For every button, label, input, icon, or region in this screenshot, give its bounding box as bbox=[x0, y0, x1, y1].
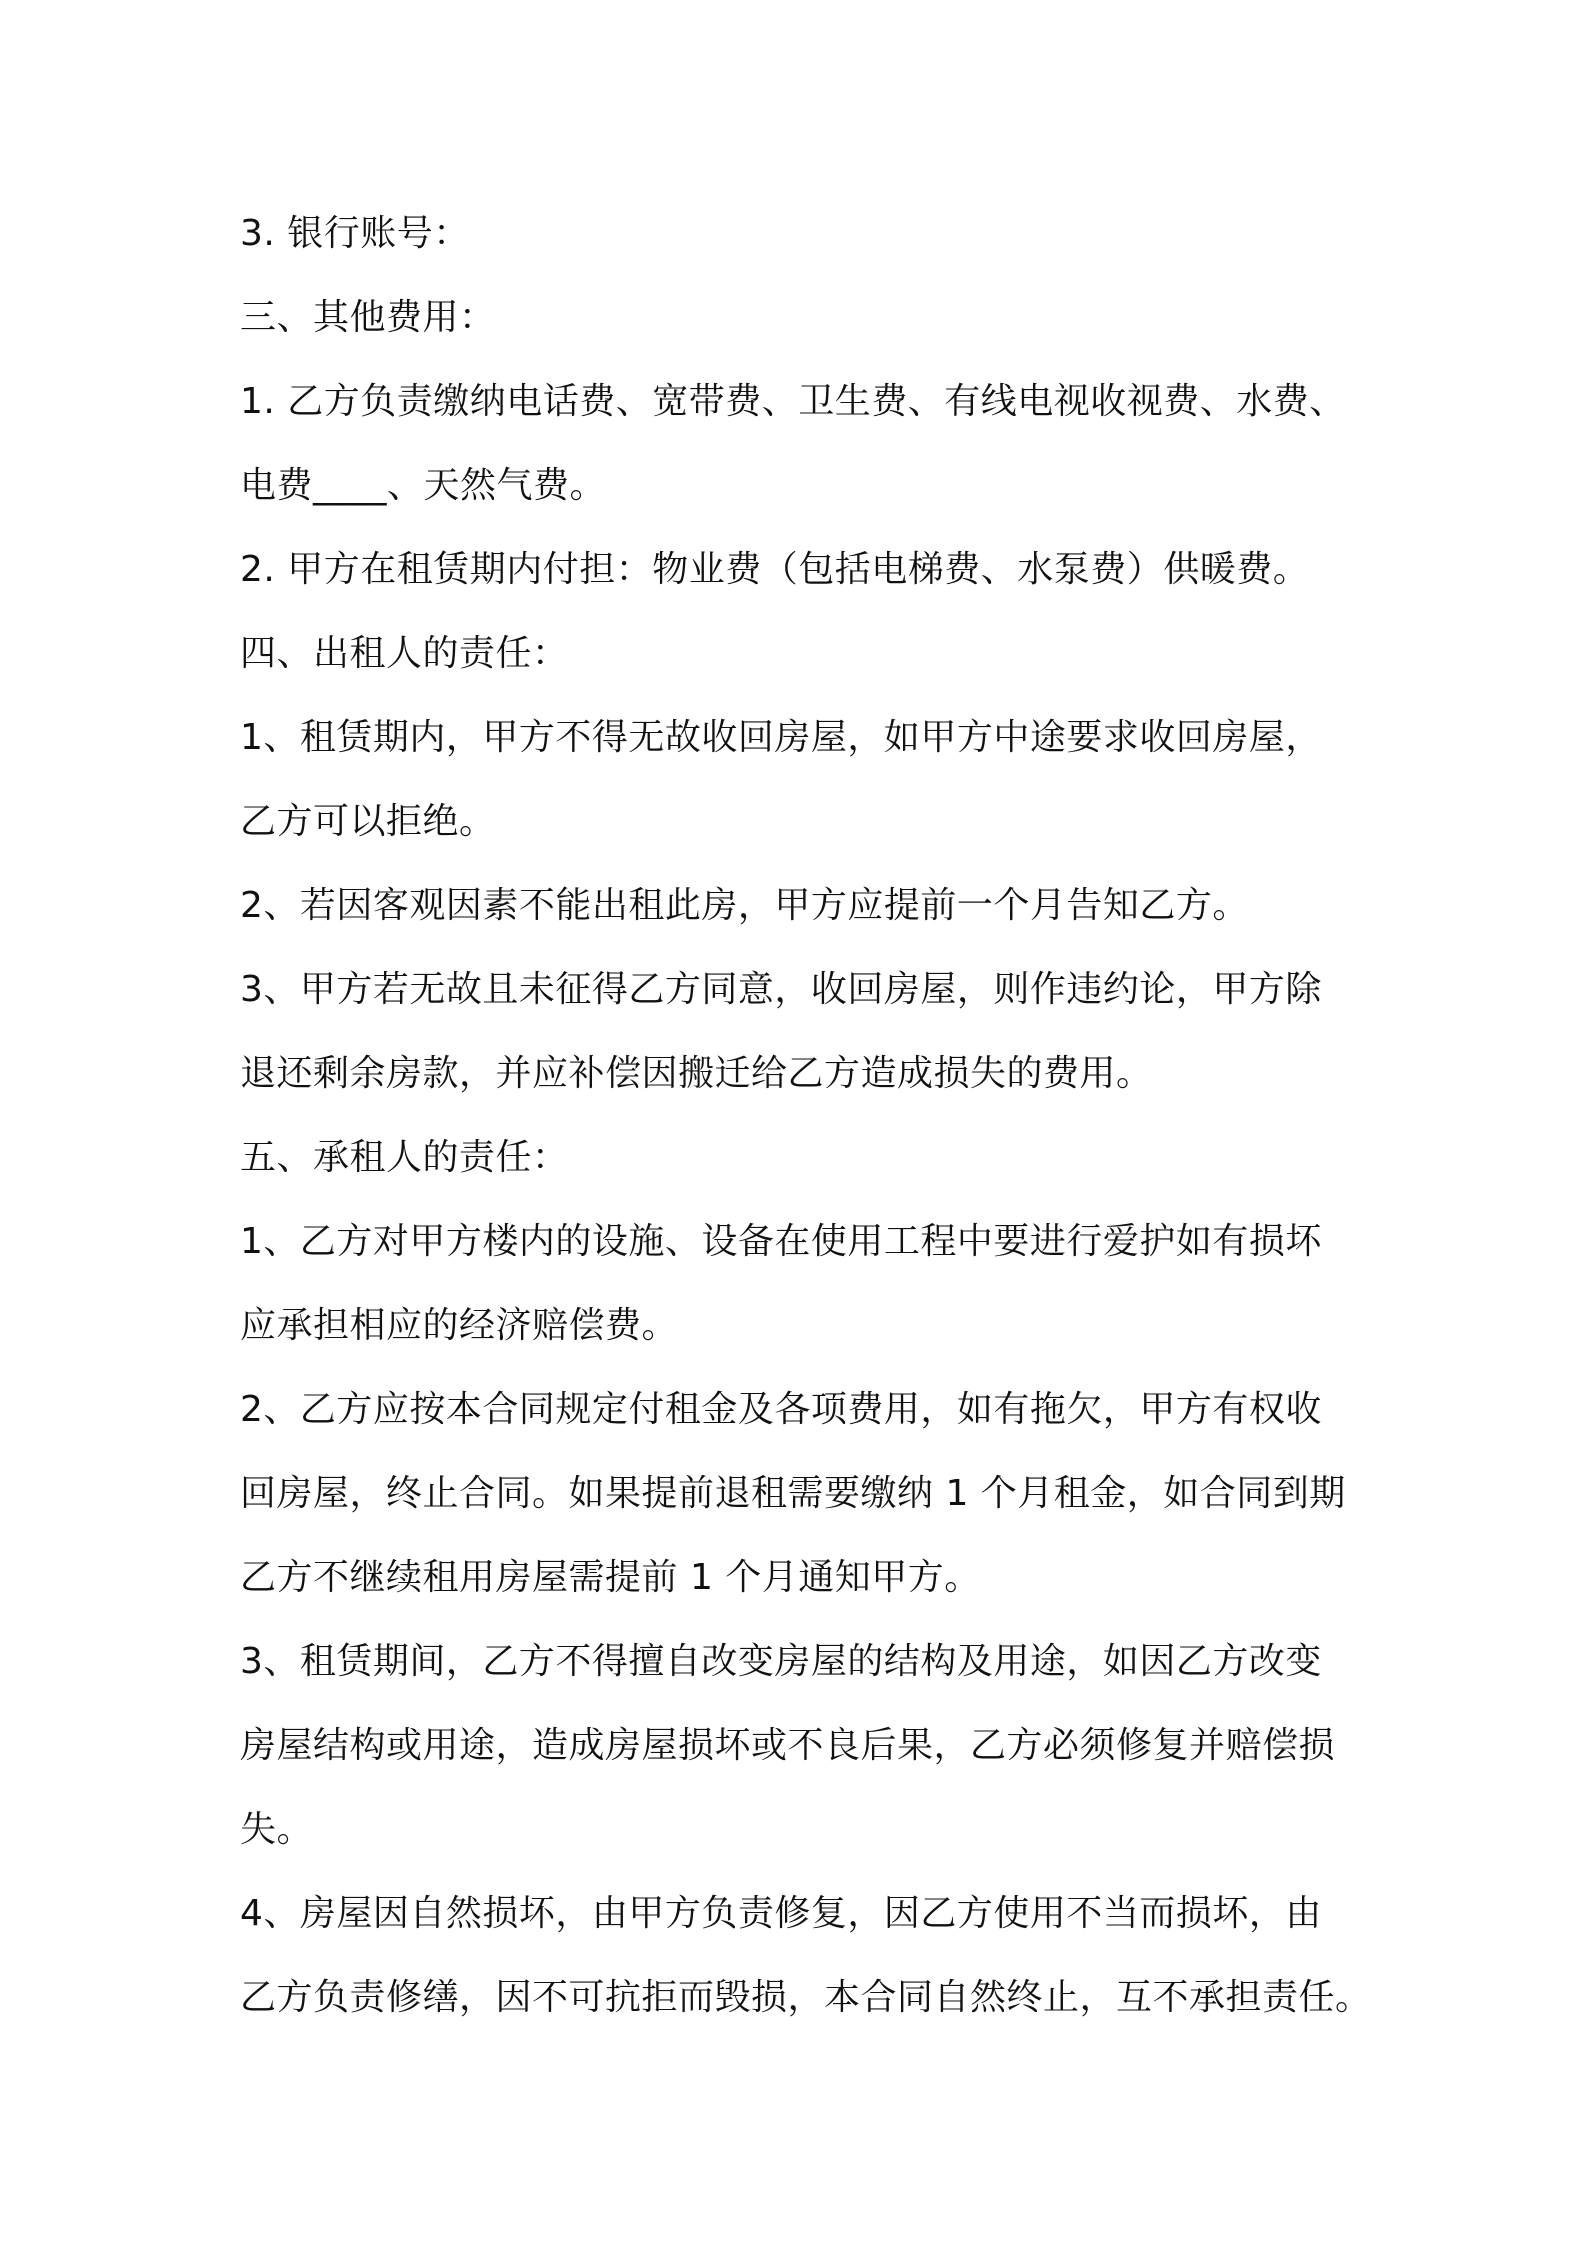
text-line: 2、若因客观因素不能出租此房，甲方应提前一个月告知乙方。 bbox=[240, 885, 1249, 926]
text-line: 失。 bbox=[240, 1809, 314, 1850]
text-line: 3、租赁期间，乙方不得擅自改变房屋的结构及用途，如因乙方改变 bbox=[240, 1641, 1322, 1682]
section-heading: 三、其他费用： bbox=[240, 297, 496, 338]
text-line: 回房屋，终止合同。如果提前退租需要缴纳 1 个月租金，如合同到期 bbox=[240, 1473, 1346, 1514]
text-line: 应承担相应的经济赔偿费。 bbox=[240, 1305, 679, 1346]
text-line: 2、乙方应按本合同规定付租金及各项费用，如有拖欠，甲方有权收 bbox=[240, 1389, 1322, 1430]
text-line: 乙方负责修缮，因不可抗拒而毁损，本合同自然终止，互不承担责任。 bbox=[240, 1977, 1372, 2018]
text-line: 房屋结构或用途，造成房屋损坏或不良后果，乙方必须修复并赔偿损 bbox=[240, 1725, 1336, 1766]
section-heading: 四、出租人的责任： bbox=[240, 633, 569, 674]
text-line: 电费____、天然气费。 bbox=[240, 465, 607, 506]
text-line: 退还剩余房款，并应补偿因搬迁给乙方造成损失的费用。 bbox=[240, 1053, 1153, 1094]
text-line: 1、乙方对甲方楼内的设施、设备在使用工程中要进行爱护如有损坏 bbox=[240, 1221, 1322, 1262]
document-body bbox=[240, 192, 1370, 2040]
text-line: 3. 银行账号： bbox=[240, 213, 470, 254]
section-heading: 五、承租人的责任： bbox=[240, 1137, 569, 1178]
text-line: 1. 乙方负责缴纳电话费、宽带费、卫生费、有线电视收视费、水费、 bbox=[240, 381, 1346, 422]
text-line: 1、租赁期内，甲方不得无故收回房屋，如甲方中途要求收回房屋， bbox=[240, 717, 1322, 758]
text-line: 3、甲方若无故且未征得乙方同意，收回房屋，则作违约论，甲方除 bbox=[240, 969, 1322, 1010]
text-line: 乙方可以拒绝。 bbox=[240, 801, 496, 842]
text-line: 4、房屋因自然损坏，由甲方负责修复，因乙方使用不当而损坏，由 bbox=[240, 1893, 1322, 1934]
text-line: 2. 甲方在租赁期内付担：物业费（包括电梯费、水泵费）供暖费。 bbox=[240, 549, 1310, 590]
text-line: 乙方不继续租用房屋需提前 1 个月通知甲方。 bbox=[240, 1557, 981, 1598]
